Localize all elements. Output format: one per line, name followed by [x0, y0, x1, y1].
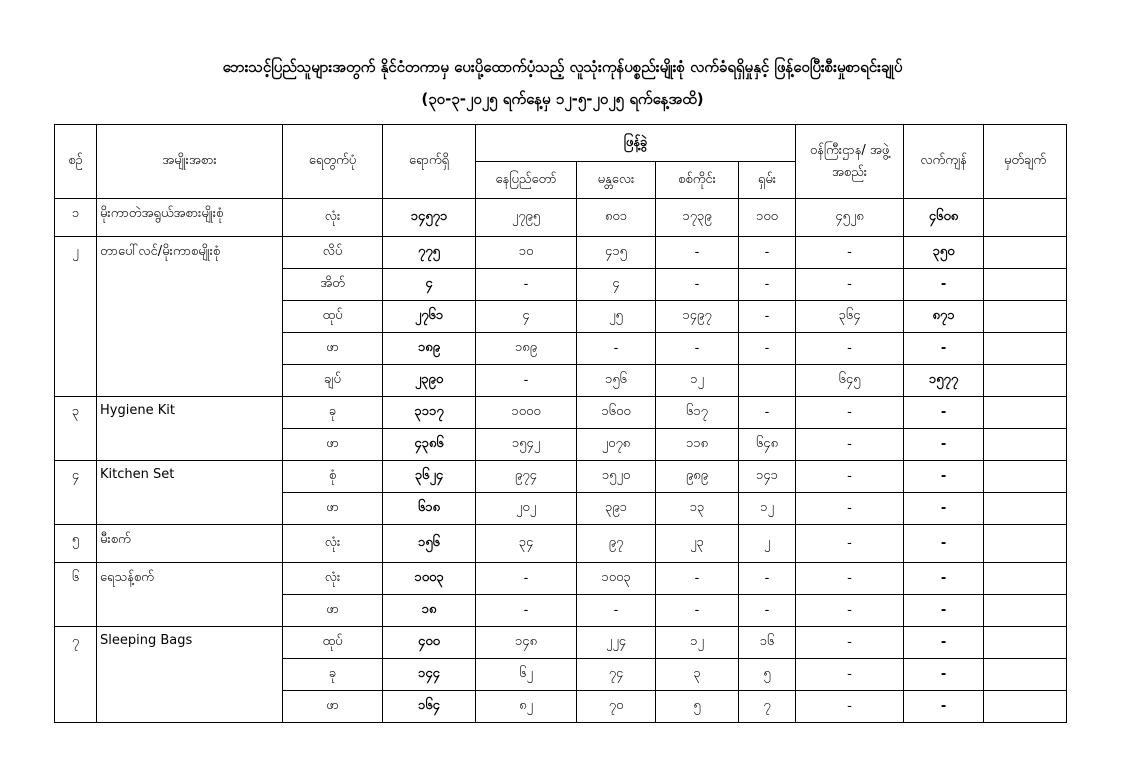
- cell-ministry-org: -: [796, 691, 904, 723]
- cell-item-name: Hygiene Kit: [97, 397, 283, 461]
- cell-no: ၅: [55, 525, 97, 563]
- cell-received: ၁၈၉: [383, 333, 476, 365]
- cell-received: ၁၈: [383, 595, 476, 627]
- cell-balance: -: [904, 333, 984, 365]
- cell-mandalay: ၄၁၅: [577, 237, 656, 269]
- cell-item-name: တာပေါ်လင်/မိုးကာစမျိုးစုံ: [97, 237, 283, 397]
- cell-balance: -: [904, 429, 984, 461]
- cell-remark: [984, 429, 1067, 461]
- cell-balance: -: [904, 595, 984, 627]
- cell-unit: ထုပ်: [283, 301, 383, 333]
- cell-shan: ၁၀၀: [739, 199, 796, 237]
- cell-shan: -: [739, 595, 796, 627]
- cell-unit: လုံး: [283, 563, 383, 595]
- cell-received: ၁၄၄: [383, 659, 476, 691]
- cell-remark: [984, 659, 1067, 691]
- cell-mandalay: ၁၆၀၀: [577, 397, 656, 429]
- cell-sagaing: -: [656, 237, 739, 269]
- cell-nay-pyi-taw: -: [476, 365, 577, 397]
- cell-unit: ဖာ: [283, 691, 383, 723]
- cell-remark: [984, 563, 1067, 595]
- cell-received: ၁၀၀၃: [383, 563, 476, 595]
- cell-no: ၇: [55, 627, 97, 723]
- cell-ministry-org: -: [796, 461, 904, 493]
- cell-received: ၂၃၉၀: [383, 365, 476, 397]
- cell-balance: -: [904, 627, 984, 659]
- cell-shan: ၅: [739, 659, 796, 691]
- cell-unit: ဖာ: [283, 333, 383, 365]
- cell-no: ၆: [55, 563, 97, 627]
- cell-item-name: မီးစက်: [97, 525, 283, 563]
- cell-nay-pyi-taw: ၆၂: [476, 659, 577, 691]
- cell-received: ၃၁၁၇: [383, 397, 476, 429]
- cell-unit: အိတ်: [283, 269, 383, 301]
- cell-shan: -: [739, 563, 796, 595]
- cell-ministry-org: ၄၅၂၈: [796, 199, 904, 237]
- cell-mandalay: ၃၉၁: [577, 493, 656, 525]
- cell-ministry-org: -: [796, 659, 904, 691]
- cell-balance: -: [904, 269, 984, 301]
- cell-balance: -: [904, 691, 984, 723]
- cell-remark: [984, 199, 1067, 237]
- cell-sagaing: ၆၁၇: [656, 397, 739, 429]
- header-distribution: ဖြန့်ခွဲ: [476, 125, 796, 162]
- cell-item-name: Kitchen Set: [97, 461, 283, 525]
- table-row: [55, 525, 1067, 563]
- table-row: [55, 237, 1067, 269]
- cell-balance: -: [904, 525, 984, 563]
- cell-ministry-org: -: [796, 595, 904, 627]
- cell-nay-pyi-taw: ၁၅၄၂: [476, 429, 577, 461]
- cell-received: ၄၀၀: [383, 627, 476, 659]
- cell-remark: [984, 595, 1067, 627]
- header-mandalay: မန္တလေး: [577, 162, 656, 199]
- header-nay-pyi-taw: နေပြည်တော်: [476, 162, 577, 199]
- cell-mandalay: ၇၀: [577, 691, 656, 723]
- header-no: စဉ်: [55, 125, 97, 199]
- report-title: ဘေးသင့်ပြည်သူများအတွက် နိုင်ငံတကာမှ ပေးပို့ထောက်ပံ့သည့် လူသုံးကုန်ပစ္စည်းမျိုးစုံ လက်ခံရရှိမှုနှင့် ဖြန့်ဝေပြီးစီးမှုစာရင်းချုပ်: [222, 58, 903, 76]
- distribution-table: [54, 124, 1067, 723]
- cell-no: ၃: [55, 397, 97, 461]
- cell-unit: လုံး: [283, 199, 383, 237]
- cell-sagaing: ၁၂: [656, 627, 739, 659]
- cell-received: ၃၆၂၄: [383, 461, 476, 493]
- header-unit: ရေတွက်ပုံ: [283, 125, 383, 199]
- header-sagaing: စစ်ကိုင်း: [656, 162, 739, 199]
- cell-item-name: Sleeping Bags: [97, 627, 283, 723]
- cell-shan: ၁၂: [739, 493, 796, 525]
- cell-shan: -: [739, 237, 796, 269]
- cell-mandalay: -: [577, 333, 656, 365]
- cell-nay-pyi-taw: ၁၀: [476, 237, 577, 269]
- table-row: [55, 199, 1067, 237]
- cell-received: ၇၇၅: [383, 237, 476, 269]
- cell-mandalay: ၁၅၆: [577, 365, 656, 397]
- cell-received: ၆၁၈: [383, 493, 476, 525]
- report-date-range: (၃၀-၃-၂၀၂၅ ရက်နေ့မှ ၁၂-၅-၂၀၂၅ ရက်နေ့အထိ): [421, 90, 704, 108]
- cell-received: ၁၄၅၇၁: [383, 199, 476, 237]
- header-balance: လက်ကျန်: [904, 125, 984, 199]
- cell-mandalay: ၁၀၀၃: [577, 563, 656, 595]
- cell-sagaing: -: [656, 269, 739, 301]
- cell-nay-pyi-taw: ၄: [476, 301, 577, 333]
- cell-no: ၄: [55, 461, 97, 525]
- table-row: [55, 397, 1067, 429]
- header-ministry-org: ဝန်ကြီးဌာန/ အဖွဲ့အစည်း: [796, 125, 904, 199]
- cell-remark: [984, 237, 1067, 269]
- cell-sagaing: ၅: [656, 691, 739, 723]
- cell-ministry-org: -: [796, 237, 904, 269]
- cell-ministry-org: -: [796, 397, 904, 429]
- table-body: [55, 199, 1067, 723]
- table-row: [55, 563, 1067, 595]
- cell-item-name: ရေသန့်စက်: [97, 563, 283, 627]
- cell-unit: စုံ: [283, 461, 383, 493]
- cell-sagaing: -: [656, 563, 739, 595]
- cell-ministry-org: -: [796, 627, 904, 659]
- cell-nay-pyi-taw: ၂၀၂: [476, 493, 577, 525]
- cell-shan: -: [739, 301, 796, 333]
- cell-ministry-org: ၆၄၅: [796, 365, 904, 397]
- cell-shan: [739, 365, 796, 397]
- cell-nay-pyi-taw: ၁၀၀၀: [476, 397, 577, 429]
- cell-remark: [984, 269, 1067, 301]
- cell-shan: -: [739, 333, 796, 365]
- cell-nay-pyi-taw: ၃၄: [476, 525, 577, 563]
- cell-ministry-org: ၃၆၄: [796, 301, 904, 333]
- cell-sagaing: -: [656, 595, 739, 627]
- header-received: ရောက်ရှိ: [383, 125, 476, 199]
- cell-nay-pyi-taw: -: [476, 563, 577, 595]
- cell-shan: ၁၄၁: [739, 461, 796, 493]
- cell-unit: ခု: [283, 659, 383, 691]
- cell-sagaing: -: [656, 333, 739, 365]
- cell-balance: ၁၅၇၇: [904, 365, 984, 397]
- cell-sagaing: ၁၇၃၉: [656, 199, 739, 237]
- cell-ministry-org: -: [796, 429, 904, 461]
- table-row: [55, 627, 1067, 659]
- cell-unit: ဖာ: [283, 595, 383, 627]
- cell-nay-pyi-taw: ၂၇၉၅: [476, 199, 577, 237]
- cell-balance: -: [904, 461, 984, 493]
- cell-unit: လိပ်: [283, 237, 383, 269]
- cell-sagaing: ၁၄၉၇: [656, 301, 739, 333]
- cell-nay-pyi-taw: -: [476, 269, 577, 301]
- cell-balance: ၃၅၀: [904, 237, 984, 269]
- cell-ministry-org: -: [796, 525, 904, 563]
- cell-mandalay: ၉၇: [577, 525, 656, 563]
- cell-ministry-org: -: [796, 333, 904, 365]
- cell-balance: -: [904, 563, 984, 595]
- table-row: [55, 461, 1067, 493]
- cell-no: ၁: [55, 199, 97, 237]
- cell-unit: ထုပ်: [283, 627, 383, 659]
- cell-shan: ၂: [739, 525, 796, 563]
- cell-sagaing: ၁၁၈: [656, 429, 739, 461]
- cell-remark: [984, 627, 1067, 659]
- cell-unit: ခု: [283, 397, 383, 429]
- cell-unit: ဖာ: [283, 493, 383, 525]
- cell-remark: [984, 365, 1067, 397]
- cell-mandalay: ၈၀၁: [577, 199, 656, 237]
- cell-mandalay: ၂၀၇၈: [577, 429, 656, 461]
- cell-mandalay: ၁၅၂၀: [577, 461, 656, 493]
- cell-item-name: မိုးကာတဲအရွယ်အစားမျိုးစုံ: [97, 199, 283, 237]
- cell-mandalay: ၂၅: [577, 301, 656, 333]
- cell-shan: ၆၄၈: [739, 429, 796, 461]
- cell-no: ၂: [55, 237, 97, 397]
- cell-ministry-org: -: [796, 563, 904, 595]
- cell-unit: လုံး: [283, 525, 383, 563]
- cell-remark: [984, 461, 1067, 493]
- cell-sagaing: ၂၃: [656, 525, 739, 563]
- cell-received: ၂၇၆၁: [383, 301, 476, 333]
- cell-mandalay: -: [577, 595, 656, 627]
- cell-received: ၁၅၆: [383, 525, 476, 563]
- cell-received: ၁၆၄: [383, 691, 476, 723]
- cell-remark: [984, 397, 1067, 429]
- cell-nay-pyi-taw: -: [476, 595, 577, 627]
- cell-nay-pyi-taw: ၈၂: [476, 691, 577, 723]
- header-item: အမျိုးအစား: [97, 125, 283, 199]
- header-remark: မှတ်ချက်: [984, 125, 1067, 199]
- cell-balance: -: [904, 493, 984, 525]
- cell-unit: ချပ်: [283, 365, 383, 397]
- cell-remark: [984, 493, 1067, 525]
- cell-remark: [984, 691, 1067, 723]
- cell-balance: -: [904, 659, 984, 691]
- cell-nay-pyi-taw: ၁၄၈: [476, 627, 577, 659]
- header-shan: ရှမ်း: [739, 162, 796, 199]
- cell-mandalay: ၂၂၄: [577, 627, 656, 659]
- cell-shan: -: [739, 397, 796, 429]
- cell-sagaing: ၁၃: [656, 493, 739, 525]
- cell-received: ၄၃၈၆: [383, 429, 476, 461]
- cell-balance: -: [904, 397, 984, 429]
- cell-shan: ၇: [739, 691, 796, 723]
- cell-unit: ဖာ: [283, 429, 383, 461]
- cell-shan: -: [739, 269, 796, 301]
- cell-sagaing: ၃: [656, 659, 739, 691]
- cell-mandalay: ၄: [577, 269, 656, 301]
- cell-remark: [984, 333, 1067, 365]
- cell-sagaing: ၉၈၉: [656, 461, 739, 493]
- cell-ministry-org: -: [796, 493, 904, 525]
- cell-shan: ၁၆: [739, 627, 796, 659]
- cell-remark: [984, 301, 1067, 333]
- cell-nay-pyi-taw: ၉၇၄: [476, 461, 577, 493]
- cell-balance: ၈၇၁: [904, 301, 984, 333]
- cell-remark: [984, 525, 1067, 563]
- cell-sagaing: ၁၂: [656, 365, 739, 397]
- cell-ministry-org: -: [796, 269, 904, 301]
- cell-received: ၄: [383, 269, 476, 301]
- cell-balance: ၄၆၀၈: [904, 199, 984, 237]
- cell-nay-pyi-taw: ၁၈၉: [476, 333, 577, 365]
- cell-mandalay: ၇၄: [577, 659, 656, 691]
